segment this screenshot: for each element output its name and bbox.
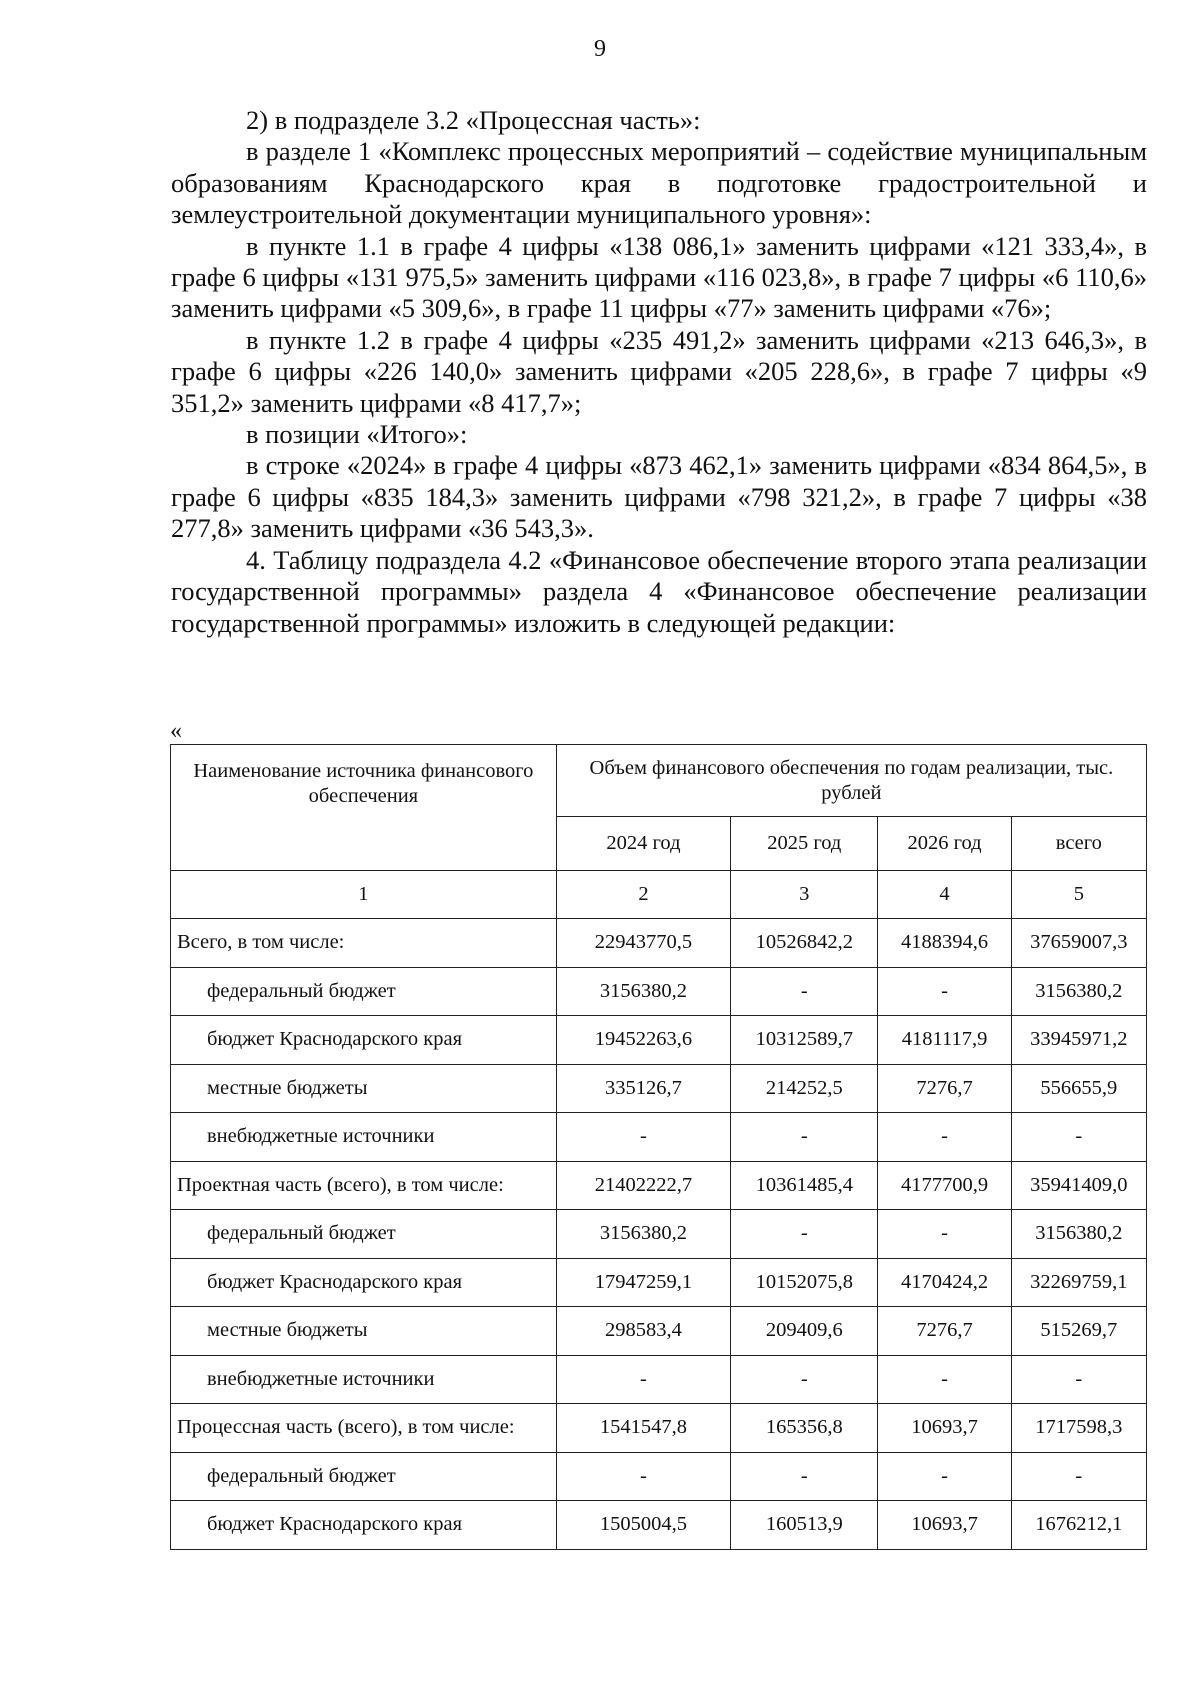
table-row <box>171 1113 1147 1162</box>
cell-total: 3156380,2 <box>1011 1210 1146 1259</box>
row-label: местные бюджеты <box>171 1307 557 1356</box>
cell-2024: 3156380,2 <box>556 967 730 1016</box>
row-label: внебюджетные источники <box>171 1355 557 1404</box>
table-row <box>171 1501 1147 1550</box>
cell-2024: 17947259,1 <box>556 1258 730 1307</box>
cell-2026: - <box>878 1210 1011 1259</box>
row-label: Всего, в том числе: <box>171 919 557 968</box>
cell-total: 32269759,1 <box>1011 1258 1146 1307</box>
cell-total: 515269,7 <box>1011 1307 1146 1356</box>
cell-2024: 1505004,5 <box>556 1501 730 1550</box>
table-row <box>171 1307 1147 1356</box>
row-label: бюджет Краснодарского края <box>171 1258 557 1307</box>
paragraph-item-1-2: в пункте 1.2 в графе 4 цифры «235 491,2» заменить цифрами «213 646,3», в графе 6 цифры «226 140,0» заменить цифрами «205 228,6», в графе 7 цифры «9 351,2» заменить цифрами «8 417,7»; <box>171 324 1147 418</box>
column-number: 2 <box>556 871 730 919</box>
row-label: внебюджетные источники <box>171 1113 557 1162</box>
cell-total: - <box>1011 1355 1146 1404</box>
cell-2025: - <box>731 1452 878 1501</box>
cell-2026: 4181117,9 <box>878 1016 1011 1065</box>
cell-total: - <box>1011 1452 1146 1501</box>
cell-2026: - <box>878 1113 1011 1162</box>
row-label: местные бюджеты <box>171 1064 557 1113</box>
cell-total: 3156380,2 <box>1011 967 1146 1016</box>
cell-2026: - <box>878 1355 1011 1404</box>
cell-2024: 3156380,2 <box>556 1210 730 1259</box>
paragraph-table-4-2: 4. Таблицу подраздела 4.2 «Финансовое обеспечение второго этапа реализации государственной программы» раздела 4 «Финансовое обеспечение реализации государственной программы» изложить в следующей редакции: <box>171 544 1147 638</box>
table-row <box>171 1064 1147 1113</box>
cell-2026: 10693,7 <box>878 1404 1011 1453</box>
cell-2024: 19452263,6 <box>556 1016 730 1065</box>
cell-2024: 1541547,8 <box>556 1404 730 1453</box>
cell-2025: - <box>731 967 878 1016</box>
cell-2026: 7276,7 <box>878 1064 1011 1113</box>
header-volume: Объем финансового обеспечения по годам реализации, тыс. рублей <box>556 745 1146 817</box>
header-year-2024: 2024 год <box>556 817 730 871</box>
table-header-row <box>171 745 1147 817</box>
cell-2025: - <box>731 1355 878 1404</box>
cell-2026: 4188394,6 <box>878 919 1011 968</box>
table-row <box>171 1210 1147 1259</box>
cell-total: 556655,9 <box>1011 1064 1146 1113</box>
table-row <box>171 967 1147 1016</box>
table-row <box>171 1404 1147 1453</box>
column-number: 3 <box>731 871 878 919</box>
paragraph-row-2024: в строке «2024» в графе 4 цифры «873 462,1» заменить цифрами «834 864,5», в графе 6 цифры «835 184,3» заменить цифрами «798 321,2», в графе 7 цифры «38 277,8» заменить цифрами «36 543,3». <box>171 450 1147 544</box>
cell-2026: - <box>878 967 1011 1016</box>
cell-2025: 10526842,2 <box>731 919 878 968</box>
cell-2025: 209409,6 <box>731 1307 878 1356</box>
cell-total: - <box>1011 1113 1146 1162</box>
cell-2026: - <box>878 1452 1011 1501</box>
cell-2025: 10152075,8 <box>731 1258 878 1307</box>
table-row <box>171 1161 1147 1210</box>
cell-2026: 4177700,9 <box>878 1161 1011 1210</box>
row-label: федеральный бюджет <box>171 1210 557 1259</box>
cell-2025: 10312589,7 <box>731 1016 878 1065</box>
cell-total: 35941409,0 <box>1011 1161 1146 1210</box>
opening-quote-mark: « <box>170 718 182 744</box>
paragraph-itogo: в позиции «Итого»: <box>246 419 468 450</box>
financing-table <box>170 744 1147 1550</box>
cell-2024: 335126,7 <box>556 1064 730 1113</box>
row-label: федеральный бюджет <box>171 967 557 1016</box>
cell-2026: 7276,7 <box>878 1307 1011 1356</box>
table-row <box>171 919 1147 968</box>
cell-2026: 4170424,2 <box>878 1258 1011 1307</box>
row-label: федеральный бюджет <box>171 1452 557 1501</box>
cell-2025: 214252,5 <box>731 1064 878 1113</box>
cell-2024: - <box>556 1452 730 1501</box>
cell-2024: 22943770,5 <box>556 919 730 968</box>
cell-2025: - <box>731 1113 878 1162</box>
cell-2024: - <box>556 1355 730 1404</box>
document-body <box>171 105 1147 639</box>
column-number: 4 <box>878 871 1011 919</box>
row-label: Процессная часть (всего), в том числе: <box>171 1404 557 1453</box>
cell-2024: - <box>556 1113 730 1162</box>
column-number: 1 <box>171 871 557 919</box>
cell-2026: 10693,7 <box>878 1501 1011 1550</box>
cell-total: 33945971,2 <box>1011 1016 1146 1065</box>
cell-total: 1676212,1 <box>1011 1501 1146 1550</box>
cell-2024: 21402222,7 <box>556 1161 730 1210</box>
table-row <box>171 1355 1147 1404</box>
cell-2025: 10361485,4 <box>731 1161 878 1210</box>
page-number: 9 <box>594 36 606 62</box>
cell-2025: 160513,9 <box>731 1501 878 1550</box>
table-column-numbers <box>171 871 1147 919</box>
header-source-name: Наименование источника финансового обеспечения <box>171 745 557 871</box>
table-row <box>171 1258 1147 1307</box>
row-label: бюджет Краснодарского края <box>171 1016 557 1065</box>
cell-total: 1717598,3 <box>1011 1404 1146 1453</box>
cell-2025: 165356,8 <box>731 1404 878 1453</box>
cell-2025: - <box>731 1210 878 1259</box>
paragraph-subsection-3-2: 2) в подразделе 3.2 «Процессная часть»: <box>246 105 701 135</box>
table-row <box>171 1452 1147 1501</box>
column-number: 5 <box>1011 871 1146 919</box>
header-year-2026: 2026 год <box>878 817 1011 871</box>
header-total: всего <box>1011 817 1146 871</box>
cell-2024: 298583,4 <box>556 1307 730 1356</box>
paragraph-item-1-1: в пункте 1.1 в графе 4 цифры «138 086,1» заменить цифрами «121 333,4», в графе 6 цифры «131 975,5» заменить цифрами «116 023,8», в графе 7 цифры «6 110,6» заменить цифрами «5 309,6», в графе 11 цифры «77» заменить цифрами «76»; <box>171 230 1147 324</box>
cell-total: 37659007,3 <box>1011 919 1146 968</box>
paragraph-section-1: в разделе 1 «Комплекс процессных мероприятий – содействие муниципальным образованиям Краснодарского края в подготовке градостроительной и землеустроительной документации муниципального уровня»: <box>171 136 1147 230</box>
header-year-2025: 2025 год <box>731 817 878 871</box>
row-label: бюджет Краснодарского края <box>171 1501 557 1550</box>
row-label: Проектная часть (всего), в том числе: <box>171 1161 557 1210</box>
table-row <box>171 1016 1147 1065</box>
